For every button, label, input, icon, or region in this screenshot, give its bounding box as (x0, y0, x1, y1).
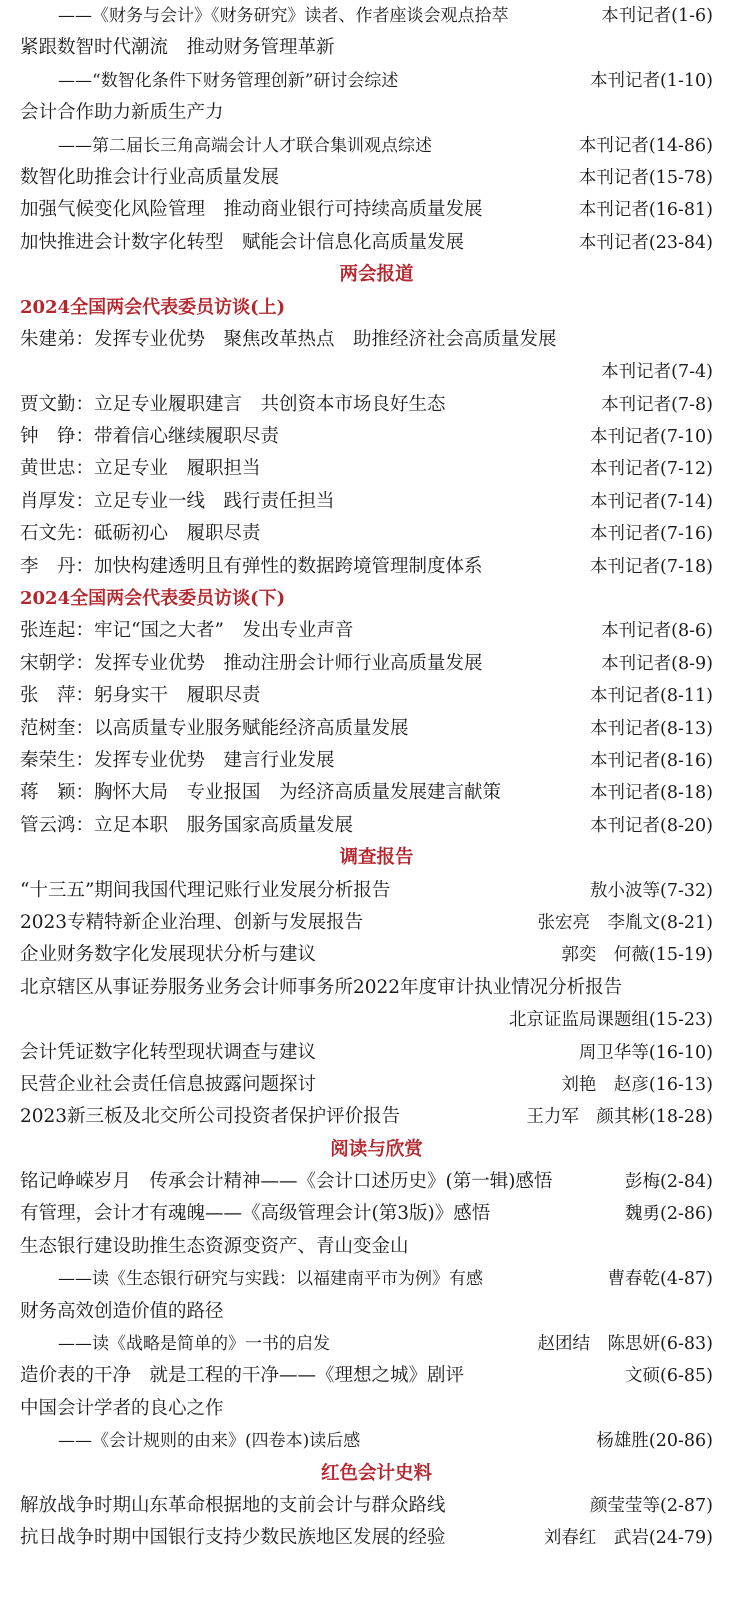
entry-title: 肖厚发：立足专业一线 践行责任担当 (20, 490, 335, 512)
entry-author-ref: 本刊记者(23-84) (578, 232, 713, 253)
entry-author-ref: 郭奕 何薇(15-19) (561, 945, 713, 966)
entry-title: 蒋 颖：胸怀大局 专业报国 为经济高质量发展建言献策 (20, 782, 502, 804)
entry-title: 生态银行建设助推生态资源变资产、青山变金山 (20, 1235, 409, 1257)
entry-title: 会计合作助力新质生产力 (20, 102, 224, 124)
toc-entry-row (0, 1522, 753, 1554)
toc-entry-row (0, 227, 753, 259)
toc-entry-row (0, 551, 753, 583)
toc-entry-row (0, 875, 753, 907)
toc-subtitle-row (0, 65, 753, 97)
entry-author-ref: 本刊记者(8-20) (590, 815, 713, 836)
toc-subtitle-row (0, 1328, 753, 1360)
entry-author-ref: 文硕(6-85) (625, 1366, 713, 1387)
entry-title: 数智化助推会计行业高质量发展 (20, 166, 280, 188)
entry-title: 企业财务数字化发展现状分析与建议 (20, 944, 317, 966)
toc-entry-row (0, 486, 753, 518)
toc-entry-row (0, 356, 753, 388)
toc-entry-row (0, 162, 753, 194)
entry-author-ref: 敖小波等(7-32) (590, 880, 713, 901)
entry-author-ref: 周卫华等(16-10) (578, 1042, 713, 1063)
toc-entry-row (0, 97, 753, 129)
entry-author-ref: 本刊记者(8-18) (590, 783, 713, 804)
toc-subtitle-row (0, 130, 753, 162)
entry-author-ref: 刘艳 赵彦(16-13) (561, 1074, 713, 1095)
toc-entry-row (0, 1198, 753, 1230)
entry-author-ref: 本刊记者(8-6) (601, 621, 713, 642)
entry-author-ref: 本刊记者(8-11) (590, 686, 713, 707)
toc-entry-row (0, 324, 753, 356)
section-heading: 调查报告 (339, 847, 414, 869)
entry-title: 民营企业社会责任信息披露问题探讨 (20, 1073, 317, 1095)
toc-entry-row (0, 1360, 753, 1392)
entry-author-ref: 刘春红 武岩(24-79) (543, 1528, 713, 1549)
toc-entry-row (0, 1490, 753, 1522)
entry-author-ref: 杨雄胜(20-86) (596, 1431, 713, 1452)
toc-entry-row (0, 421, 753, 453)
entry-title: 财务高效创造价值的路径 (20, 1300, 224, 1322)
entry-title: 钟 铮：带着信心继续履职尽责 (20, 426, 280, 448)
toc-entry-row (0, 1101, 753, 1133)
entry-title: 贾文勤：立足专业履职建言 共创资本市场良好生态 (20, 393, 446, 415)
entry-subtitle: ——《会计规则的由来》(四卷本)读后感 (58, 1431, 361, 1452)
toc-entry-row (0, 32, 753, 64)
entry-author-ref: 本刊记者(14-86) (578, 135, 713, 156)
entry-title: 李 丹：加快构建透明且有弹性的数据跨境管理制度体系 (20, 555, 483, 577)
toc-entry-row (0, 713, 753, 745)
entry-title: 宋朝学：发挥专业优势 推动注册会计师行业高质量发展 (20, 652, 483, 674)
entry-author-ref: 北京证监局课题组(15-23) (508, 1010, 713, 1031)
entry-title: 朱建弟：发挥专业优势 聚焦改革热点 助推经济社会高质量发展 (20, 328, 557, 350)
entry-author-ref: 本刊记者(8-16) (590, 750, 713, 771)
entry-author-ref: 颜莹莹等(2-87) (590, 1495, 713, 1516)
entry-subtitle: ——“数智化条件下财务管理创新”研讨会综述 (58, 70, 399, 91)
entry-author-ref: 本刊记者(7-8) (601, 394, 713, 415)
subsection-heading: 2024全国两会代表委员访谈(上) (20, 296, 286, 318)
entry-title: 范树奎：以高质量专业服务赋能经济高质量发展 (20, 717, 409, 739)
subsection-heading: 2024全国两会代表委员访谈(下) (20, 588, 286, 610)
toc-entry-row (0, 972, 753, 1004)
toc-entry-row (0, 194, 753, 226)
entry-subtitle: ——第二届长三角高端会计人才联合集训观点综述 (58, 135, 432, 156)
entry-subtitle: ——读《生态银行研究与实践：以福建南平市为例》有感 (58, 1269, 483, 1290)
entry-title: “十三五”期间我国代理记账行业发展分析报告 (20, 879, 391, 901)
toc-entry-row (0, 777, 753, 809)
entry-author-ref: 本刊记者(15-78) (578, 167, 713, 188)
toc-entry-row (0, 1069, 753, 1101)
entry-author-ref: 本刊记者(7-16) (590, 524, 713, 545)
entry-title: 北京辖区从事证券服务业务会计师事务所2022年度审计执业情况分析报告 (20, 976, 623, 998)
section-heading: 两会报道 (339, 264, 414, 286)
entry-author-ref: 本刊记者(7-14) (590, 491, 713, 512)
entry-author-ref: 本刊记者(8-13) (590, 718, 713, 739)
entry-title: 2023新三板及北交所公司投资者保护评价报告 (20, 1106, 401, 1128)
entry-title: 造价表的干净 就是工程的干净——《理想之城》剧评 (20, 1365, 465, 1387)
entry-title: 中国会计学者的良心之作 (20, 1397, 224, 1419)
entry-title: 有管理，会计才有魂魄——《高级管理会计(第3版)》感悟 (20, 1203, 491, 1225)
toc-entry-row (0, 939, 753, 971)
toc-entry-row (0, 389, 753, 421)
entry-title: 张连起：牢记“国之大者” 发出专业声音 (20, 620, 354, 642)
entry-title: 加强气候变化风险管理 推动商业银行可持续高质量发展 (20, 199, 483, 221)
toc-entry-row (0, 1296, 753, 1328)
entry-author-ref: 本刊记者(7-12) (590, 459, 713, 480)
entry-author-ref: 本刊记者(7-10) (590, 427, 713, 448)
entry-title: 铭记峥嵘岁月 传承会计精神——《会计口述历史》(第一辑)感悟 (20, 1171, 553, 1193)
entry-title: 石文先：砥砺初心 履职尽责 (20, 523, 261, 545)
entry-title: 解放战争时期山东革命根据地的支前会计与群众路线 (20, 1494, 446, 1516)
toc-entry-row (0, 745, 753, 777)
entry-author-ref: 王力军 颜其彬(18-28) (526, 1107, 713, 1128)
entry-author-ref: 本刊记者(8-9) (601, 653, 713, 674)
entry-title: 黄世忠：立足专业 履职担当 (20, 458, 261, 480)
entry-author-ref: 本刊记者(1-10) (590, 70, 713, 91)
toc-subtitle-row (0, 1425, 753, 1457)
entry-author-ref: 赵团结 陈思妍(6-83) (537, 1334, 713, 1355)
entry-author-ref: 张宏亮 李胤文(8-21) (537, 912, 713, 933)
toc-entry-row (0, 518, 753, 550)
entry-subtitle: ——读《战略是简单的》一书的启发 (58, 1334, 330, 1355)
section-heading: 红色会计史料 (320, 1462, 432, 1484)
toc-entry-row (0, 1004, 753, 1036)
toc-entry-row (0, 1231, 753, 1263)
toc-entry-row (0, 453, 753, 485)
entry-title: 张 萍：躬身实干 履职尽责 (20, 685, 261, 707)
entry-title: 抗日战争时期中国银行支持少数民族地区发展的经验 (20, 1527, 446, 1549)
toc-entry-row (0, 1037, 753, 1069)
toc-entry-row (0, 1393, 753, 1425)
toc-entry-row (0, 810, 753, 842)
entry-title: 2023专精特新企业治理、创新与发展报告 (20, 911, 364, 933)
toc-entry-row (0, 1166, 753, 1198)
entry-author-ref: 本刊记者(7-4) (601, 362, 713, 383)
entry-author-ref: 本刊记者(16-81) (578, 200, 713, 221)
toc-entry-row (0, 680, 753, 712)
entry-author-ref: 曹春乾(4-87) (607, 1269, 713, 1290)
toc-entry-row (0, 615, 753, 647)
toc-subtitle-row (0, 1263, 753, 1295)
entry-subtitle: ——《财务与会计》《财务研究》读者、作者座谈会观点拾萃 (58, 6, 509, 26)
toc-subtitle-row (0, 0, 753, 32)
toc-entry-row (0, 648, 753, 680)
entry-author-ref: 本刊记者(7-18) (590, 556, 713, 577)
section-heading: 阅读与欣赏 (330, 1138, 423, 1160)
entry-title: 会计凭证数字化转型现状调查与建议 (20, 1041, 317, 1063)
entry-author-ref: 彭梅(2-84) (625, 1172, 713, 1193)
entry-title: 秦荣生：发挥专业优势 建言行业发展 (20, 749, 335, 771)
entry-title: 加快推进会计数字化转型 赋能会计信息化高质量发展 (20, 231, 465, 253)
toc-entry-row (0, 907, 753, 939)
entry-author-ref: 本刊记者(1-6) (601, 6, 713, 26)
entry-title: 管云鸿：立足本职 服务国家高质量发展 (20, 814, 354, 836)
entry-title: 紧跟数智时代潮流 推动财务管理革新 (20, 37, 335, 59)
entry-author-ref: 魏勇(2-86) (625, 1204, 713, 1225)
